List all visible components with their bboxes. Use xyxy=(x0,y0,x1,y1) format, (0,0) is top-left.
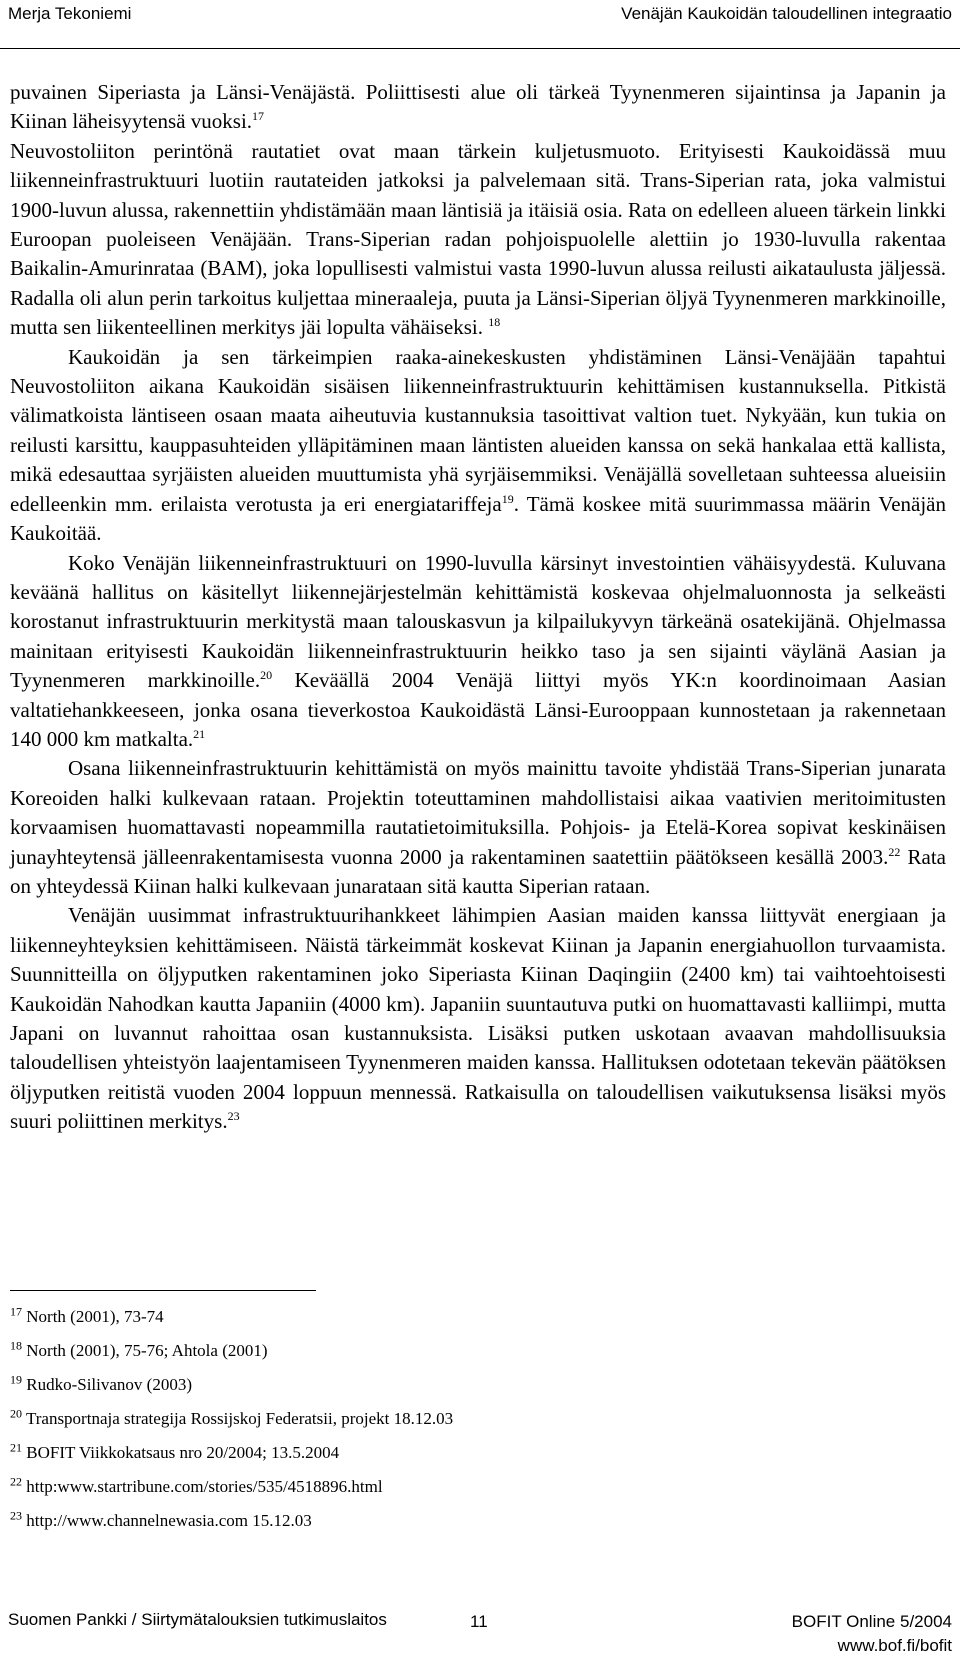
footnote-item xyxy=(10,1504,910,1538)
paragraph-3: Kaukoidän ja sen tärkeimpien raaka-ainekeskusten yhdistäminen Länsi-Venäjään tapahtui Neuvostoliiton aikana Kaukoidän sisäisen liikenneinfrastruktuurin kehittämisen kustannuksella. Pitkistä välimatkoista läntiseen osaan maata aiheutuvia kustannuksia tasoittivat valtion tuet. Nykyään, kun tukia on reilusti karsittu, kauppasuhteiden ylläpitäminen maan läntisten alueiden kanssa on sekä hankalaa että kallista, mikä edesauttaa syrjäisten alueiden muuttumista yhä syrjäisemmiksi. Venäjällä sovelletaan suhteessa alueisiin edelleenkin mm. erilaista verotusta ja eri energiatariffeja$^{19}$. Tämä koskee mitä suurimmassa määrin Venäjän Kaukoitää. xyxy=(10,344,946,546)
paragraph-5: Osana liikenneinfrastruktuurin kehittämistä on myös mainittu tavoite yhdistää Trans-Siperian junarata Koreoiden halki kulkevaan rataan. Projektin toteuttaminen mahdollistaisi aikaa vaativien meritoimitusten korvaamisen huomattavasti nopeammilla rautatietoimituksilla. Pohjois- ja Etelä-Korea sopivat keskinäisen junayhteytensä jälleenrakentamisesta vuonna 2000 ja rakentaminen saatettiin päätökseen kesällä 2003.22 Rata on yhteydessä Kiinan halki kulkevaan junarataan sitä kautta Siperian rataan. xyxy=(10,756,946,898)
footer-publisher: Suomen Pankki / Siirtymätalouksien tutkimuslaitos xyxy=(8,1610,387,1629)
footer-series-title: BOFIT Online 5/2004 xyxy=(791,1612,952,1631)
footnote-number: 19 xyxy=(10,1372,22,1387)
footnote-number: 18 xyxy=(10,1338,22,1353)
footnote-text: North (2001), 73-74 xyxy=(26,1307,164,1326)
paragraph-1: puvainen Siperiasta ja Länsi-Venäjästä. Poliittisesti alue oli tärkeä Tyynenmeren sijaintinsa ja Japanin ja Kiinan läheisyytensä vuoksi.$^{17}$ xyxy=(10,80,946,134)
header-title: Venäjän Kaukoidän taloudellinen integraatio xyxy=(621,4,952,23)
footnote-number: 22 xyxy=(10,1474,22,1489)
page-header xyxy=(0,0,960,52)
footnote-item xyxy=(10,1368,910,1402)
page-number: 11 xyxy=(470,1612,488,1631)
paragraph-2: Neuvostoliiton perintönä rautatiet ovat maan tärkein kuljetusmuoto. Erityisesti Kaukoidässä muu liikenneinfrastruktuuri luotiin rautateiden jatkoksi ja palvelemaan sitä. Trans-Siperian rata, joka valmistui 1900-luvun alussa, rakennettiin yhdistämään maan läntisiä ja itäisiä osia. Rata on edelleen alueen tärkein linkki Euroopan puoleiseen Venäjään. Trans-Siperian radan pohjoispuolelle alettiin jo 1930-luvulla rakentaa Baikalin-Amurinrataa (BAM), joka lopullisesti valmistui vasta 1990-luvun alussa reilusti aikataulusta jäljessä. Radalla oli alun perin tarkoitus kuljettaa mineraaleja, puuta ja Länsi-Siperian öljyä Tyynenmeren markkinoille, mutta sen liikenteellinen merkitys jäi lopulta vähäiseksi. $^{18}$ xyxy=(10,138,946,340)
footnotes xyxy=(10,1300,910,1538)
footnote-number: 21 xyxy=(10,1440,22,1455)
footnote-item xyxy=(10,1436,910,1470)
footnote-link[interactable]: http:www.startribune.com/stories/535/4518896.html xyxy=(26,1477,383,1496)
footnote-number: 20 xyxy=(10,1406,22,1421)
footnote-text: Transportnaja strategija Rossijskoj Federatsii, projekt 18.12.03 xyxy=(25,1409,454,1428)
footnote-text: North (2001), 75-76; Ahtola (2001) xyxy=(26,1341,268,1360)
header-author: Merja Tekoniemi xyxy=(8,4,132,23)
footer-website-link[interactable]: www.bof.fi/bofit xyxy=(837,1636,952,1655)
footnote-divider xyxy=(10,1290,316,1291)
footnote-ref-19[interactable]: 19 xyxy=(501,491,514,506)
footnote-text: Rudko-Silivanov (2003) xyxy=(26,1375,192,1394)
footnote-ref-23[interactable]: 23 xyxy=(227,1109,240,1124)
footer-series xyxy=(792,1610,952,1658)
footnote-ref-20[interactable]: 20 xyxy=(260,668,273,683)
footnote-text: BOFIT Viikkokatsaus nro 20/2004; 13.5.2004 xyxy=(26,1443,340,1462)
body-text xyxy=(10,78,946,1137)
footnote-link[interactable]: http://www.channelnewasia.com 15.12.03 xyxy=(26,1511,312,1530)
paragraph-4: Koko Venäjän liikenneinfrastruktuuri on 1990-luvulla kärsinyt investointien vähäisyydestä. Kuluvana keväänä hallitus on käsitellyt liikennejärjestelmän kehittämistä koskevaa ohjelmaluonnosta ja selkeästi korostanut infrastruktuurin merkitystä maan talouskasvun ja kilpailukyvyn tärkeänä osatekijänä. Ohjelmassa mainitaan erityisesti Kaukoidän liikenneinfrastruktuurin heikko taso ja sen sijainti väylänä Aasian ja Tyynenmeren markkinoille.$^{20}$ Keväällä 2004 Venäjä liittyi myös YK:n koordinoimaan Aasian valtatiehankkeeseen, jonka osana tieverkostoa Kaukoidästä Länsi-Eurooppaan kunnostetaan ja rakennetaan 140 000 km matkalta.$^{21}$ xyxy=(10,550,946,751)
footnote-ref-21[interactable]: 21 xyxy=(193,726,206,741)
footnote-number: 17 xyxy=(10,1304,22,1319)
footnote-number: 23 xyxy=(10,1508,22,1523)
footnote-item xyxy=(10,1402,910,1436)
paragraph-6: Venäjän uusimmat infrastruktuurihankkeet lähimpien Aasian maiden kanssa liittyvät energiaan ja liikenneyhteyksien kehittämiseen. Näistä tärkeimmät koskevat Kiinan ja Japanin energiahuollon turvaamista. Suunnitteilla on öljyputken rakentaminen joko Siperiasta Kiinan Daqingiin (2400 km) tai vaihtoehtoisesti Kaukoidän Nahodkan kautta Japaniin (4000 km). Japaniin suuntautuva putki on huomattavasti kalliimpi, mutta Japani on luvannut rahoittaa osan kustannuksista. Lisäksi putken uskotaan avaavan mahdollisuuksia taloudellisen yhteistyön laajentamiseen Tyynenmeren maiden kanssa. Hallituksen odotetaan tekevän päätöksen öljyputken reitistä vuoden 2004 loppuun mennessä. Ratkaisulla on taloudellisen vaikutuksensa lisäksi myös suuri poliittinen merkitys.$^{23}$ xyxy=(10,903,946,1134)
footnote-item xyxy=(10,1470,910,1504)
footnote-ref-22[interactable]: 22 xyxy=(888,844,901,859)
footnote-ref-18[interactable]: 18 xyxy=(488,315,501,330)
footnote-ref-17[interactable]: 17 xyxy=(252,109,265,124)
footnote-item xyxy=(10,1334,910,1368)
header-divider xyxy=(0,48,960,49)
footnote-item xyxy=(10,1300,910,1334)
